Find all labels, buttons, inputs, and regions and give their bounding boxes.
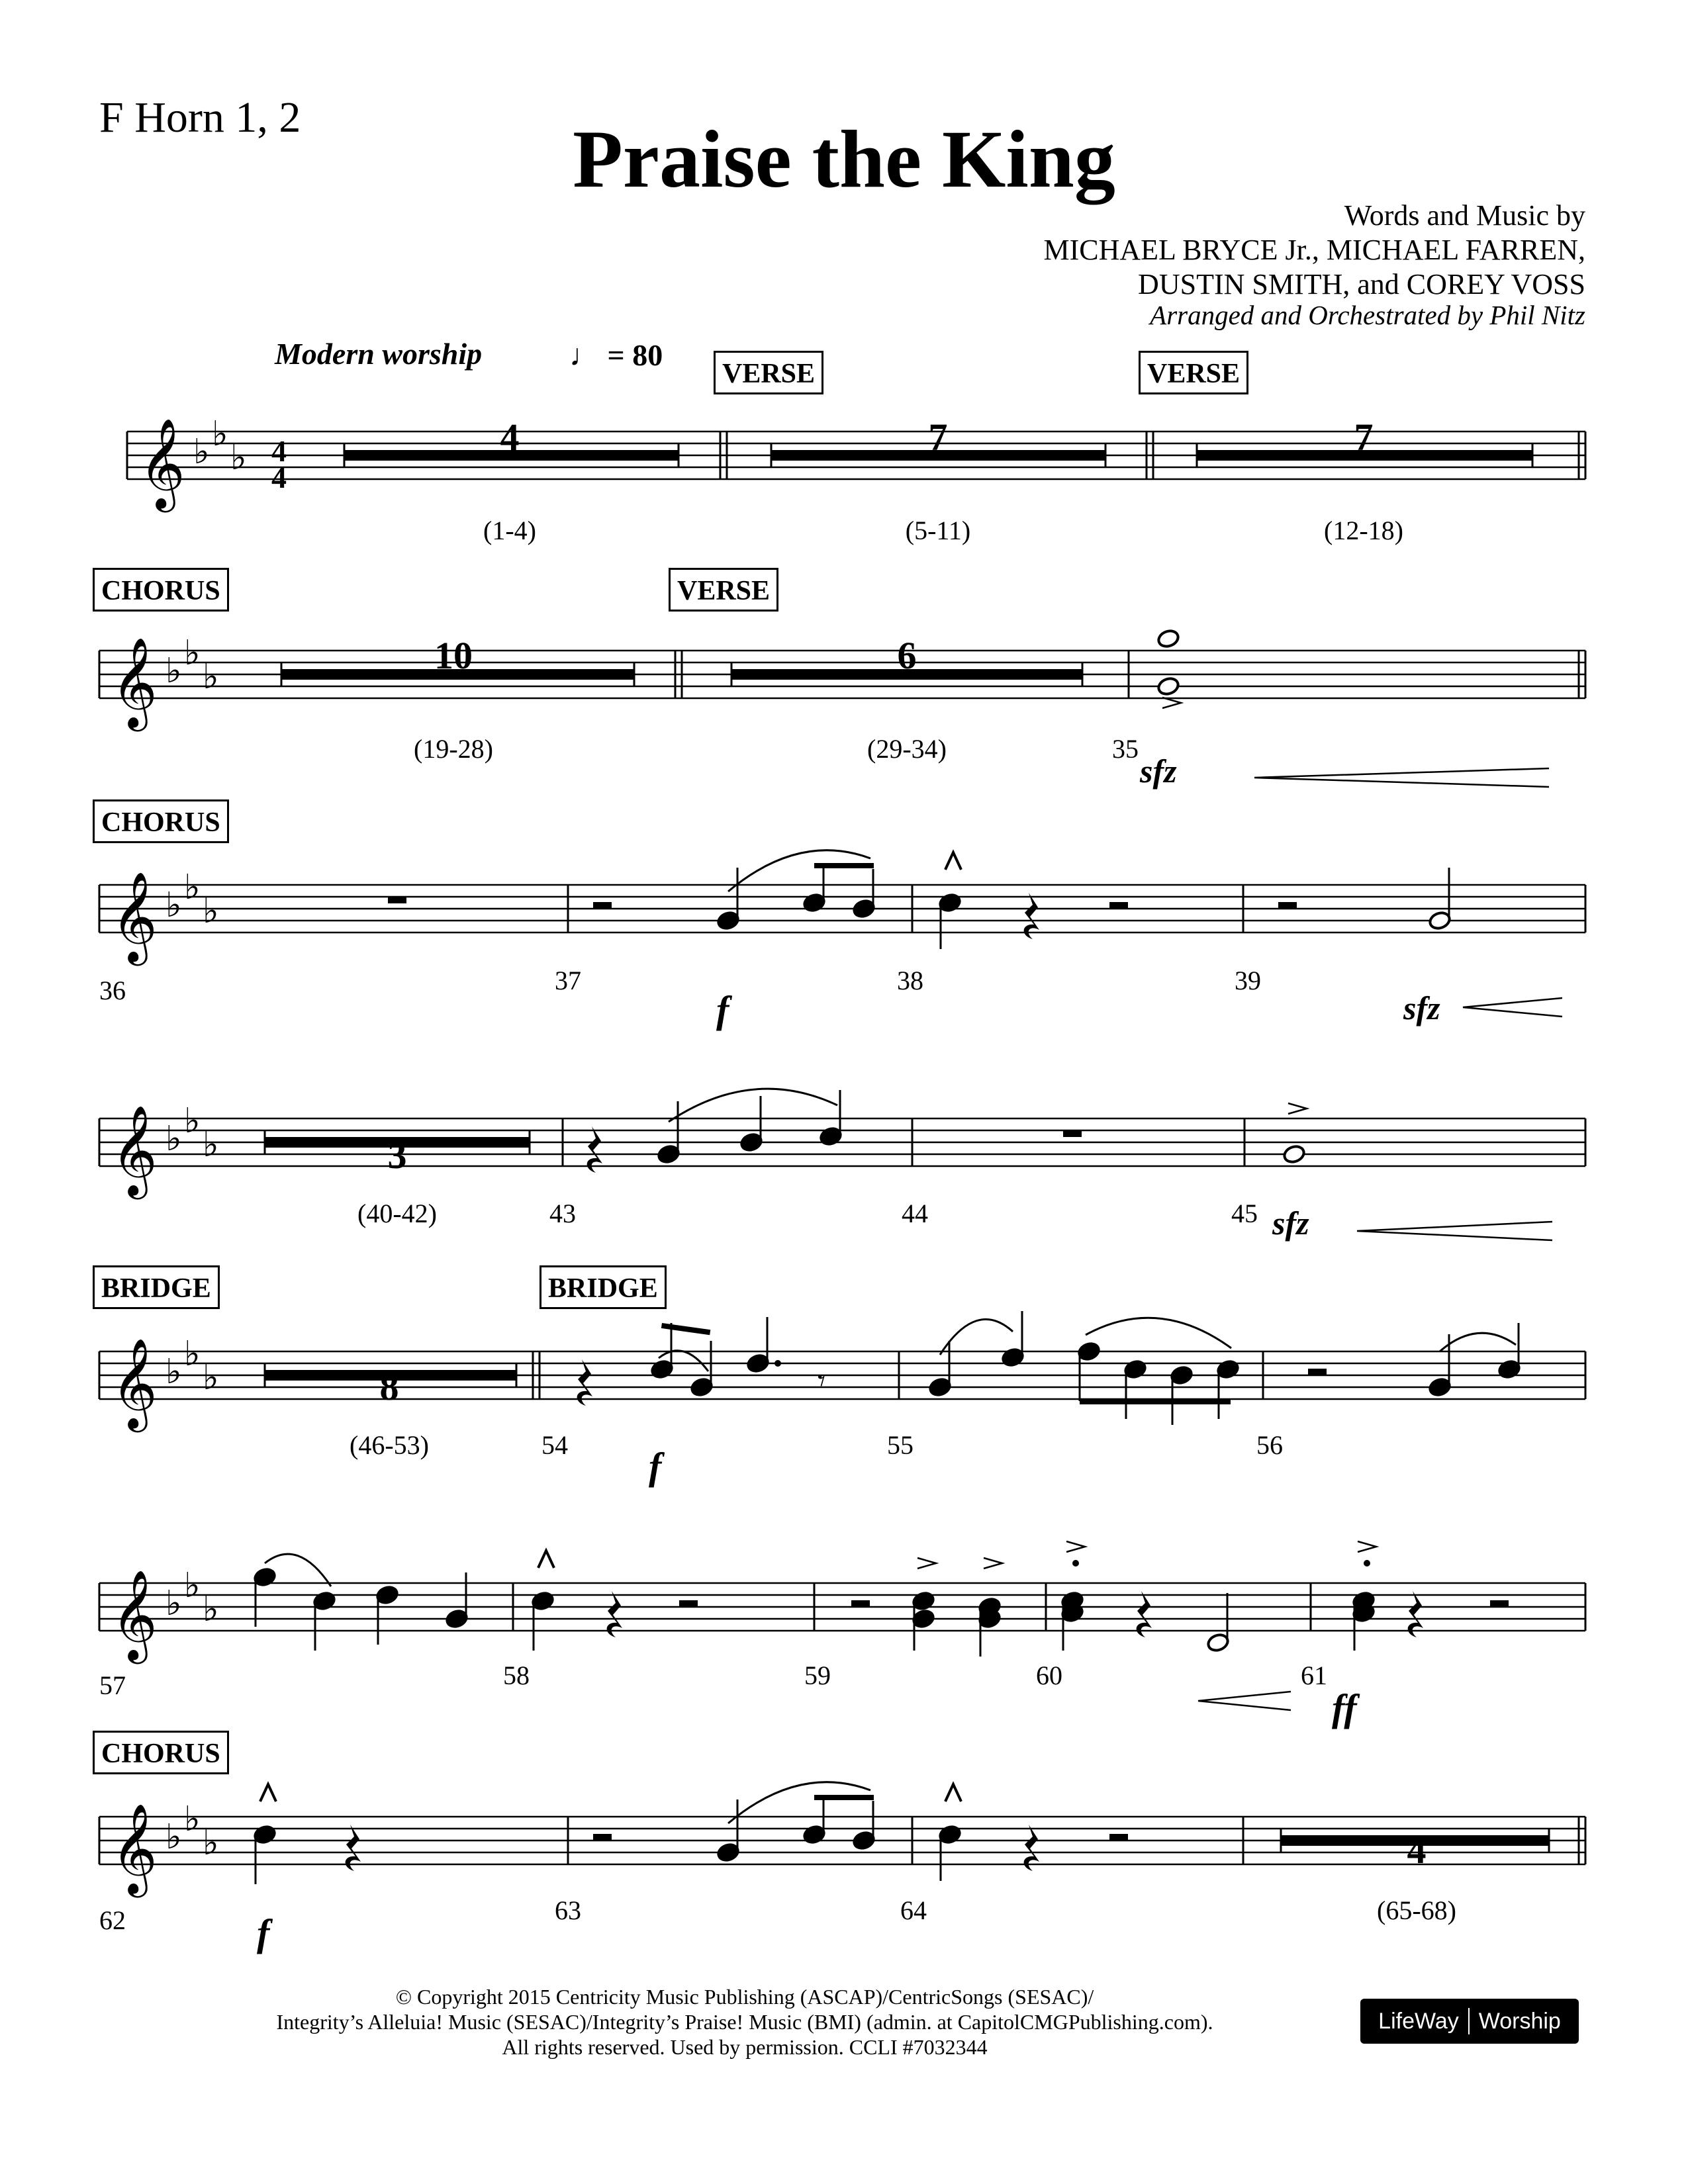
- rehearsal-mark-chorus: CHORUS: [93, 1731, 229, 1774]
- measure-number: 36: [99, 976, 126, 1005]
- flat-icon: ♭: [165, 1352, 182, 1392]
- beam: [814, 863, 874, 868]
- copyright-line: © Copyright 2015 Centricity Music Publishing (ASCAP)/CentricSongs (SESAC)/: [395, 1985, 1094, 2009]
- rehearsal-mark-verse: VERSE: [1139, 351, 1248, 394]
- multirest-count: 4: [500, 416, 520, 459]
- rehearsal-mark-chorus: CHORUS: [93, 568, 229, 612]
- dynamic-sfz: sfz: [1140, 752, 1177, 790]
- measure-number: 37: [555, 966, 581, 995]
- publisher-logo: [1360, 1999, 1579, 2044]
- half-rest: [679, 1600, 698, 1607]
- measure-number: 35: [1112, 734, 1139, 764]
- copyright-notice: [199, 1984, 1291, 2060]
- flat-icon: ♭: [203, 1590, 219, 1629]
- measure-number: 45: [1231, 1199, 1258, 1228]
- multirest-range: (29-34): [867, 734, 947, 764]
- treble-clef-icon: 𝄞: [139, 417, 185, 508]
- rehearsal-mark-bridge: BRIDGE: [93, 1265, 220, 1309]
- dynamic-sfz: sfz: [1272, 1205, 1309, 1242]
- measure-number: 54: [541, 1430, 568, 1460]
- beam: [661, 1323, 710, 1335]
- measure-number: 57: [99, 1670, 126, 1700]
- flat-icon: ♭: [230, 438, 247, 478]
- multirest-count: 10: [434, 634, 473, 677]
- logo-divider: [1468, 2008, 1470, 2034]
- flat-icon: ♭: [184, 1334, 201, 1374]
- slur: [1440, 1333, 1516, 1351]
- multirest-range: (40-42): [357, 1199, 437, 1228]
- measure-number: 39: [1235, 966, 1261, 995]
- flat-icon: ♭: [203, 1358, 219, 1398]
- flat-icon: ♭: [203, 1125, 219, 1165]
- arranger-credit: Arranged and Orchestrated by Phil Nitz: [1150, 300, 1585, 330]
- credit-intro: Words and Music by: [1344, 199, 1585, 232]
- beam: [814, 1795, 874, 1800]
- accent-mark: [1358, 1541, 1376, 1552]
- treble-clef-icon: 𝄞: [111, 1802, 158, 1893]
- marcato-mark: [945, 1784, 961, 1801]
- multirest-count: 7: [1354, 416, 1374, 459]
- notehead: [1282, 1144, 1306, 1165]
- multirest-range: (65-68): [1377, 1895, 1456, 1925]
- measure-number: 38: [897, 966, 923, 995]
- rehearsal-mark-verse: VERSE: [669, 568, 778, 612]
- dynamic-sfz: sfz: [1403, 989, 1440, 1026]
- flat-icon: ♭: [212, 414, 228, 454]
- slur: [669, 1089, 837, 1122]
- treble-clef-icon: 𝄞: [111, 870, 158, 962]
- whole-rest: [1063, 1130, 1082, 1137]
- measure-number: 63: [555, 1895, 581, 1925]
- flat-icon: ♭: [203, 891, 219, 931]
- copyright-line: Integrity’s Alleluia! Music (SESAC)/Integrity’s Praise! Music (BMI) (admin. at CapitolCMGPublishing.com).: [276, 2010, 1213, 2034]
- treble-clef-icon: 𝄞: [111, 636, 158, 727]
- tempo-bpm-value: = 80: [607, 338, 663, 372]
- accent-mark: [917, 1558, 936, 1569]
- tempo-marking: Modern worship: [275, 337, 483, 371]
- flat-icon: ♭: [184, 1799, 201, 1839]
- multirest-range: (1-4): [483, 516, 536, 545]
- flat-icon: ♭: [203, 657, 219, 697]
- multirest-range: (46-53): [350, 1430, 429, 1460]
- part-label: F Horn 1, 2: [99, 93, 301, 142]
- composer-names-line1: MICHAEL BRYCE Jr., MICHAEL FARREN,: [1043, 234, 1585, 266]
- dynamic-ff: ff: [1332, 1686, 1357, 1729]
- staccato-dot: [1364, 1560, 1370, 1567]
- notehead: [1156, 676, 1180, 697]
- slur: [940, 1319, 1013, 1355]
- flat-icon: ♭: [203, 1823, 219, 1863]
- crescendo-hairpin: [1357, 1222, 1552, 1240]
- half-rest: [1109, 1834, 1128, 1841]
- multirest-count: 7: [928, 416, 948, 459]
- accent-mark: [1288, 1103, 1307, 1114]
- rehearsal-mark-bridge: BRIDGE: [539, 1265, 667, 1309]
- half-rest: [593, 1834, 612, 1841]
- multirest-range: (19-28): [414, 734, 493, 764]
- eighth-rest-icon: 𝄾: [818, 1364, 826, 1398]
- half-rest: [851, 1600, 870, 1607]
- rehearsal-mark-chorus: CHORUS: [93, 799, 229, 843]
- whole-rest: [388, 897, 406, 903]
- multirest-count: 3: [387, 1134, 407, 1177]
- treble-clef-icon: 𝄞: [111, 1337, 158, 1428]
- dot: [774, 1360, 781, 1367]
- multirest-count: 4: [1407, 1829, 1427, 1872]
- dynamic-f: f: [649, 1445, 662, 1488]
- rehearsal-mark-verse: VERSE: [714, 351, 823, 394]
- marcato-mark: [260, 1784, 276, 1801]
- logo-worship: Worship: [1478, 2008, 1561, 2034]
- multirest-count: 6: [897, 634, 917, 677]
- measure-number: 44: [902, 1199, 928, 1228]
- accent-mark: [1162, 698, 1181, 708]
- flat-icon: ♭: [165, 1584, 182, 1623]
- measure-number: 59: [804, 1661, 831, 1690]
- half-rest: [1308, 1369, 1327, 1375]
- measure-number: 55: [887, 1430, 914, 1460]
- measure-number: 58: [503, 1661, 530, 1690]
- flat-icon: ♭: [165, 886, 182, 925]
- slur: [265, 1554, 331, 1586]
- copyright-line: All rights reserved. Used by permission. CCLI #7032344: [502, 2035, 988, 2059]
- quarter-note-icon: ♩: [569, 338, 600, 372]
- treble-clef-icon: 𝄞: [111, 1569, 158, 1660]
- measure-number: 43: [549, 1199, 576, 1228]
- crescendo-hairpin: [1254, 768, 1549, 787]
- staccato-dot: [1072, 1560, 1079, 1567]
- logo-lifeway: LifeWay: [1378, 2008, 1459, 2034]
- half-rest: [1278, 902, 1297, 909]
- flat-icon: ♭: [184, 868, 201, 907]
- treble-clef-icon: 𝄞: [111, 1104, 158, 1195]
- accent-mark: [1066, 1541, 1085, 1552]
- composer-names-line2: DUSTIN SMITH, and COREY VOSS: [1138, 268, 1585, 300]
- measure-number: 61: [1301, 1661, 1327, 1690]
- multirest-range: (5-11): [905, 516, 971, 545]
- flat-icon: ♭: [184, 1101, 201, 1141]
- measure-number: 60: [1036, 1661, 1062, 1690]
- marcato-mark: [538, 1551, 554, 1568]
- accent-mark: [984, 1558, 1002, 1569]
- marcato-mark: [945, 852, 961, 870]
- half-rest: [593, 902, 612, 909]
- beam: [1080, 1399, 1231, 1404]
- multirest-range: (12-18): [1324, 516, 1403, 545]
- flat-icon: ♭: [165, 1817, 182, 1857]
- flat-icon: ♭: [184, 633, 201, 673]
- flat-icon: ♭: [165, 651, 182, 691]
- measure-number: 56: [1256, 1430, 1283, 1460]
- dynamic-f: f: [716, 988, 729, 1031]
- page-title: Praise the King: [573, 114, 1115, 205]
- flat-icon: ♭: [184, 1566, 201, 1606]
- measure-number: 64: [900, 1895, 927, 1925]
- multirest-count: 8: [379, 1365, 399, 1408]
- flat-icon: ♭: [193, 432, 210, 472]
- time-signature-top: 4: [271, 434, 287, 468]
- flat-icon: ♭: [165, 1119, 182, 1159]
- half-rest: [1490, 1600, 1509, 1607]
- crescendo-hairpin: [1463, 998, 1562, 1017]
- time-signature-bottom: 4: [271, 461, 287, 494]
- measure-number: 62: [99, 1905, 126, 1935]
- crescendo-hairpin: [1198, 1692, 1291, 1710]
- notehead: [1156, 629, 1180, 649]
- dynamic-f: f: [257, 1911, 270, 1954]
- slur: [1086, 1318, 1231, 1348]
- half-rest: [1109, 902, 1128, 909]
